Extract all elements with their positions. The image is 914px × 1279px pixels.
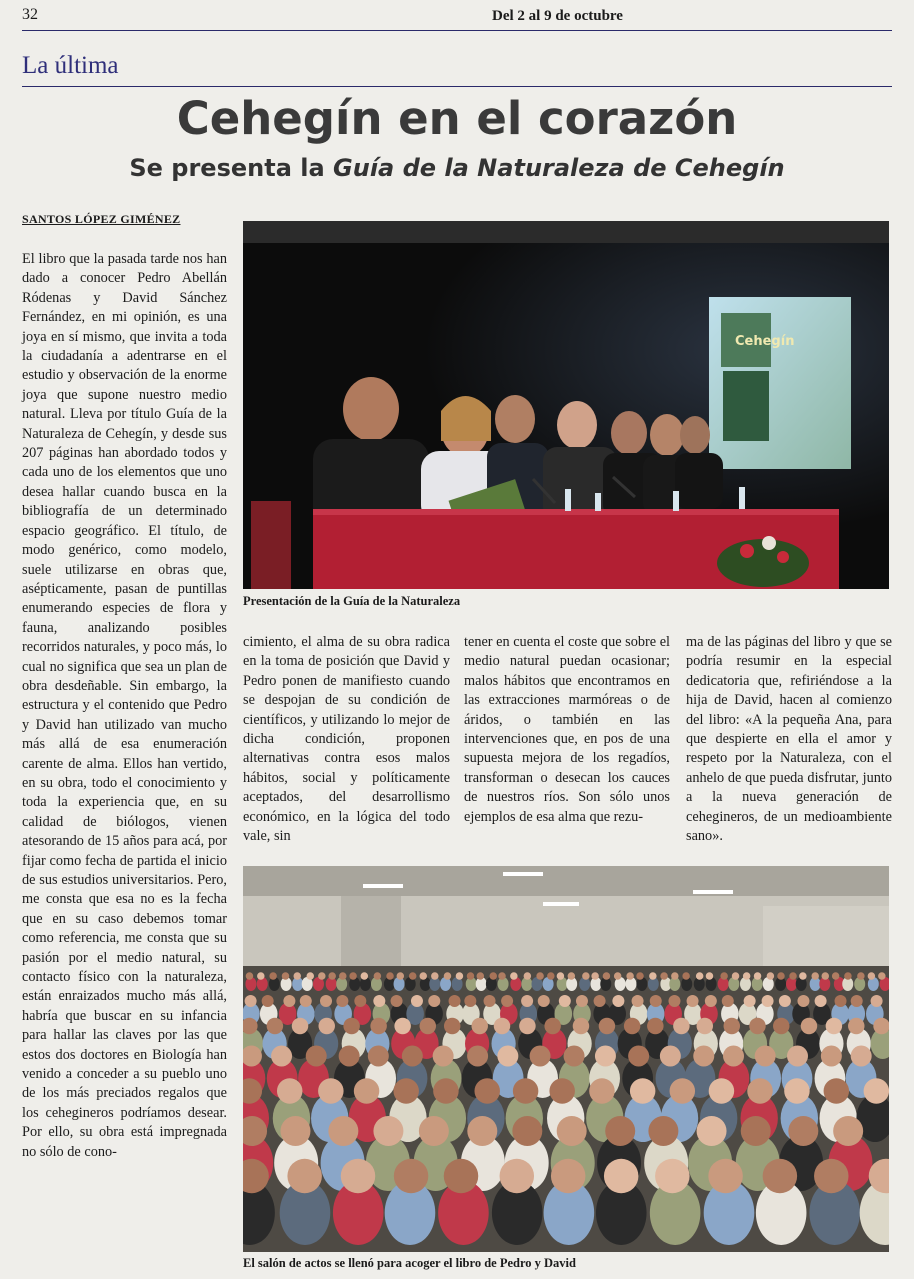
article-text: El libro que la pasada tarde nos han dado a conocer Pedro Abellán Ródenas y David Sánchez Fernández, en mi opinión, es una joya en sí mismo, que invita a toda la ciudadanía a adentrarse en el estudio y observación de la enorme joya que supone nuestro medio natural. Lleva por título Guía de la Naturaleza de Cehegín, y desde sus 207 páginas han abordado todos y cada uno de los elementos que uno desea hallar cuando busca en la bibliografía de un determinado espacio geográfico. El título, de modo genérico, como modelo, suele utilizarse en obras que, asépticamente, pasan de puntillas enumerando especies de flora y fauna, analizando posibles recorridos naturales, y poco más, lo cual no significa que sea un plan de obra desdeñable. Sin embargo, la estructura y el contenido que Pedro y David han utilizado van mucho más allá de esa enumeración carente de alma. Ellos han vertido, en su obra, todo el conocimiento y toda la experiencia que, en su calidad de biólogos, vienen atesorando de 15 años para acá, por fijar como fecha de partida el inicio de sus estudios universitarios. Pero, me consta que esa no es la fecha que en su caso debemos tomar como referencia, me consta que su pasión por el medio natural, su contacto físico con la naturaleza, están enraizados mucho más allá, habría que buscar en su infancia para hallar las claves por las que estos dos doctores en Biología han venido a conceder a su pueblo uno de los más preciados regalos que los cehegineros podríamos desear. Por ello, su obra está impregnada no sólo de cono- [22,251,227,1160]
article-text: cimiento, el alma de su obra radica en la toma de posición que David y Pedro ponen de manifiesto cuando se despojan de su condición de científicos, y utilizando lo mejor de dicha condición, proponen alternativas contra esos malos hábitos, social y políticamente aceptados, del desarrollismo económico, en la lógica del todo vale, sin [243,634,450,845]
article-text: ma de las páginas del libro y que se podría resumir en la especial dedicatoria que, refiriéndose a la hija de David, hacen al comienzo del libro: «A la pequeña Ana, para que despierte en ella el amor y respeto por la Naturaleza, con el anhelo de que pueda disfrutar, junto a la nueva generación de cehegineros, de un medioambiente sano». [686,634,892,845]
subheadline-book-title: Guía de la Naturaleza de Cehegín [333,154,785,182]
audience-crowd [243,972,889,1245]
screen-text: Cehegín [735,334,795,349]
headline: Cehegín en el corazón [176,92,738,145]
author-byline: SANTOS LÓPEZ GIMÉNEZ [22,212,181,226]
article-column-2 [243,633,450,846]
panel-photo-caption: Presentación de la Guía de la Naturaleza [243,594,461,608]
panel-photo [243,221,889,589]
subheadline-prefix: Se presenta la [129,154,334,182]
page-number: 32 [22,6,38,23]
article-column-1 [22,250,227,1162]
audience-photo-caption: El salón de actos se llenó para acoger el libro de Pedro y David [243,1256,576,1270]
page-header [22,6,892,31]
article-column-3 [464,633,670,827]
subheadline [0,154,914,182]
article-text: tener en cuenta el coste que sobre el medio natural puedan ocasionar; malos hábitos que encontramos en las extracciones marmóreas o de áridos, o también en las intervenciones que, en pos de una supuesta mejora de los regadíos, transforman o desecan los cauces de nuestros ríos. Son sólo unos ejemplos de esa alma que rezu- [464,634,671,825]
article-column-4 [686,633,892,846]
audience-photo [243,866,889,1252]
issue-date: Del 2 al 9 de octubre [492,8,623,24]
section-divider [22,86,892,87]
section-title: La última [22,52,119,79]
